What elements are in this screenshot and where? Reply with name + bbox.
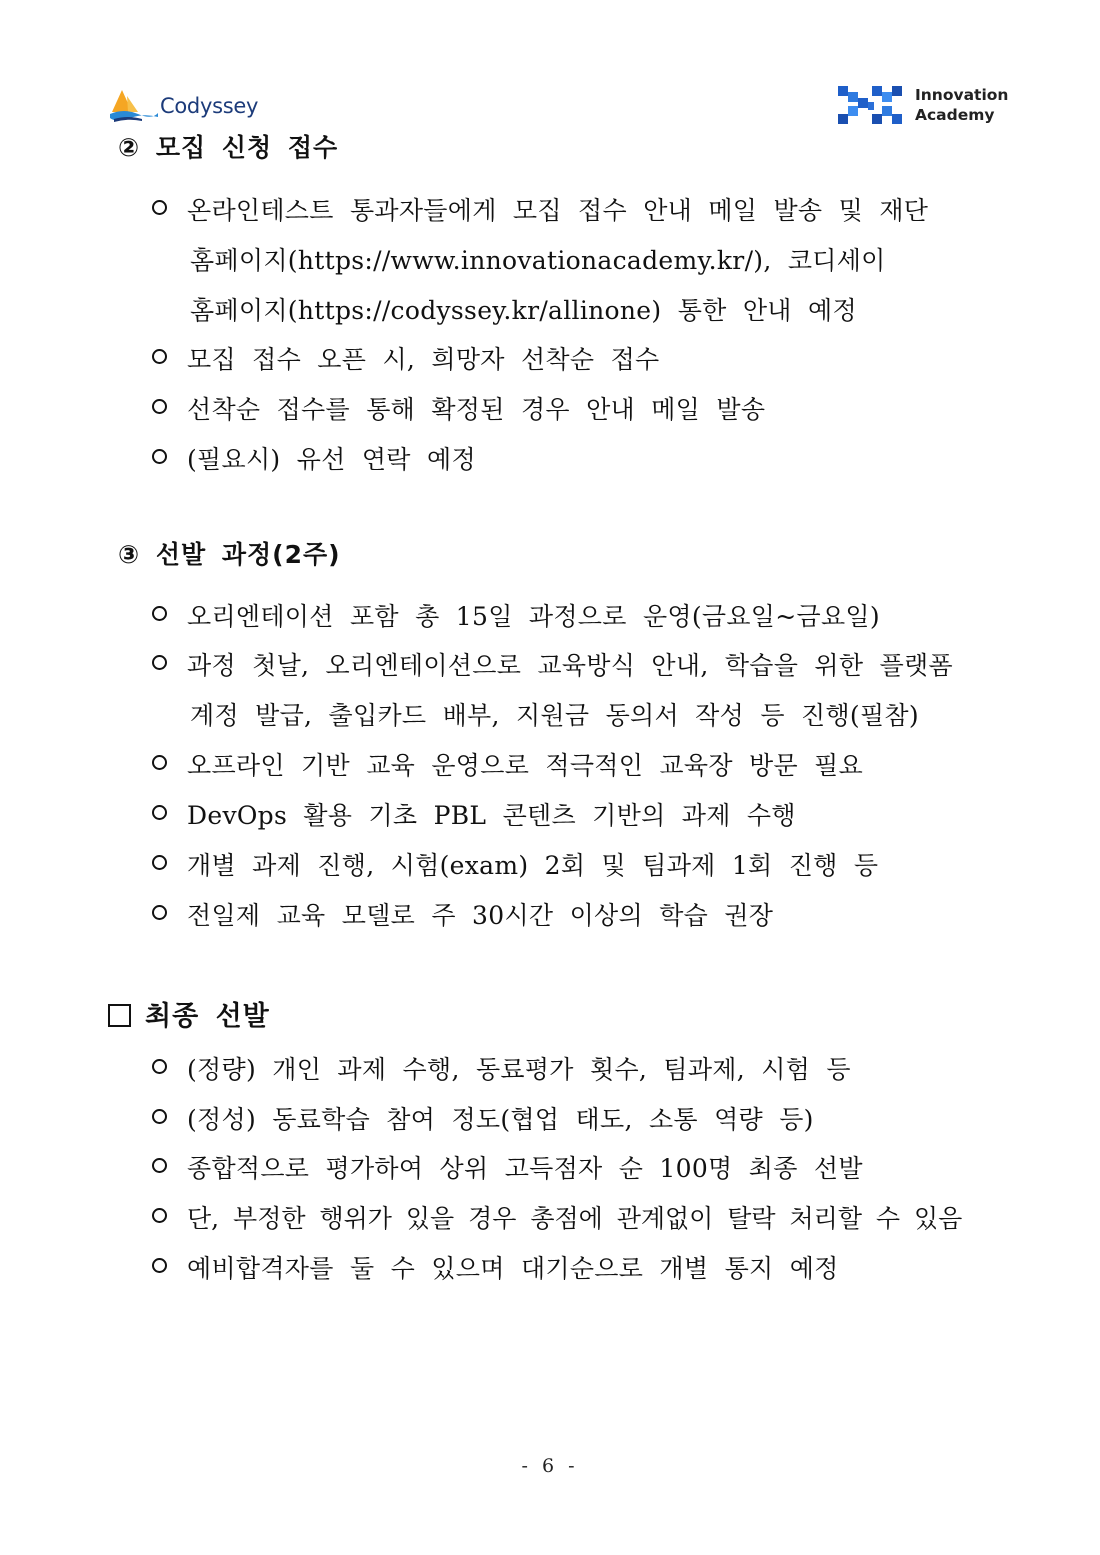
bullet-circle-icon (152, 1258, 167, 1273)
list-item-text: DevOps 활용 기초 PBL 콘텐츠 기반의 과제 수행 (187, 801, 796, 830)
list-item-text: 단, 부정한 행위가 있을 경우 총점에 관계없이 탈락 처리할 수 있음 (187, 1204, 963, 1233)
list-item (150, 1154, 863, 1184)
list-item (150, 395, 765, 425)
list-item (150, 1055, 851, 1085)
list-item-text: 오리엔테이션 포함 총 15일 과정으로 운영(금요일~금요일) (187, 602, 880, 631)
list-item-text: 과정 첫날, 오리엔테이션으로 교육방식 안내, 학습을 위한 플랫폼 (187, 651, 953, 680)
list-item-text: 오프라인 기반 교육 운영으로 적극적인 교육장 방문 필요 (187, 751, 864, 780)
bullet-circle-icon (152, 200, 167, 215)
list-item-continuation: 계정 발급, 출입카드 배부, 지원금 동의서 작성 등 진행(필참) (190, 701, 919, 730)
bullet-circle-icon (152, 349, 167, 364)
bullet-circle-icon (152, 1059, 167, 1074)
list-item (150, 345, 659, 375)
codyssey-logo-icon (108, 86, 160, 126)
list-item (150, 602, 880, 632)
section-2-heading: ② 모집 신청 접수 (118, 133, 339, 162)
list-item-continuation: 홈페이지(https://www.innovationacademy.kr/), 코디세이 (190, 246, 886, 275)
list-item-text: (정성) 동료학습 참여 정도(협업 태도, 소통 역량 등) (187, 1105, 814, 1134)
list-item-text: 모집 접수 오픈 시, 희망자 선착순 접수 (187, 345, 660, 374)
codyssey-logo-text: Codyssey (160, 94, 259, 118)
bullet-circle-icon (152, 399, 167, 414)
list-item (150, 801, 796, 831)
final-selection-heading (108, 994, 270, 1033)
bullet-circle-icon (152, 805, 167, 820)
list-item (150, 651, 953, 681)
list-item (150, 851, 878, 881)
innovation-academy-logo (836, 84, 1016, 128)
list-item-continuation: 홈페이지(https://codyssey.kr/allinone) 통한 안내 예정 (190, 296, 857, 325)
bullet-circle-icon (152, 1208, 167, 1223)
page-number: - 6 - (521, 1455, 579, 1477)
bullet-circle-icon (152, 855, 167, 870)
bullet-circle-icon (152, 1109, 167, 1124)
list-item-text: 온라인테스트 통과자들에게 모집 접수 안내 메일 발송 및 재단 (187, 196, 929, 225)
list-item (150, 751, 863, 781)
section-3-heading: ③ 선발 과정(2주) (118, 540, 341, 569)
list-item (150, 1105, 814, 1135)
codyssey-logo (108, 86, 268, 126)
checkbox-square-icon (108, 1004, 131, 1027)
innovation-academy-logo-text (915, 85, 1008, 125)
bullet-circle-icon (152, 655, 167, 670)
list-item-text: (정량) 개인 과제 수행, 동료평가 횟수, 팀과제, 시험 등 (187, 1055, 851, 1084)
list-item (150, 901, 773, 931)
bullet-circle-icon (152, 449, 167, 464)
list-item (150, 1204, 962, 1234)
list-item-text: 종합적으로 평가하여 상위 고득점자 순 100명 최종 선발 (187, 1154, 863, 1183)
list-item (150, 196, 928, 226)
list-item-text: 선착순 접수를 통해 확정된 경우 안내 메일 발송 (187, 395, 766, 424)
list-item (150, 445, 476, 475)
list-item-text: (필요시) 유선 연락 예정 (187, 445, 476, 474)
bullet-circle-icon (152, 905, 167, 920)
bullet-circle-icon (152, 606, 167, 621)
final-selection-title: 최종 선발 (145, 1001, 270, 1032)
bullet-circle-icon (152, 1158, 167, 1173)
logo-line-2: Academy (915, 106, 995, 124)
logo-line-1: Innovation (915, 86, 1009, 104)
innovation-academy-logo-icon (836, 84, 906, 128)
list-item-text: 예비합격자를 둘 수 있으며 대기순으로 개별 통지 예정 (187, 1254, 839, 1283)
bullet-circle-icon (152, 755, 167, 770)
list-item (150, 1254, 839, 1284)
list-item-text: 전일제 교육 모델로 주 30시간 이상의 학습 권장 (187, 901, 774, 930)
list-item-text: 개별 과제 진행, 시험(exam) 2회 및 팀과제 1회 진행 등 (187, 851, 879, 880)
